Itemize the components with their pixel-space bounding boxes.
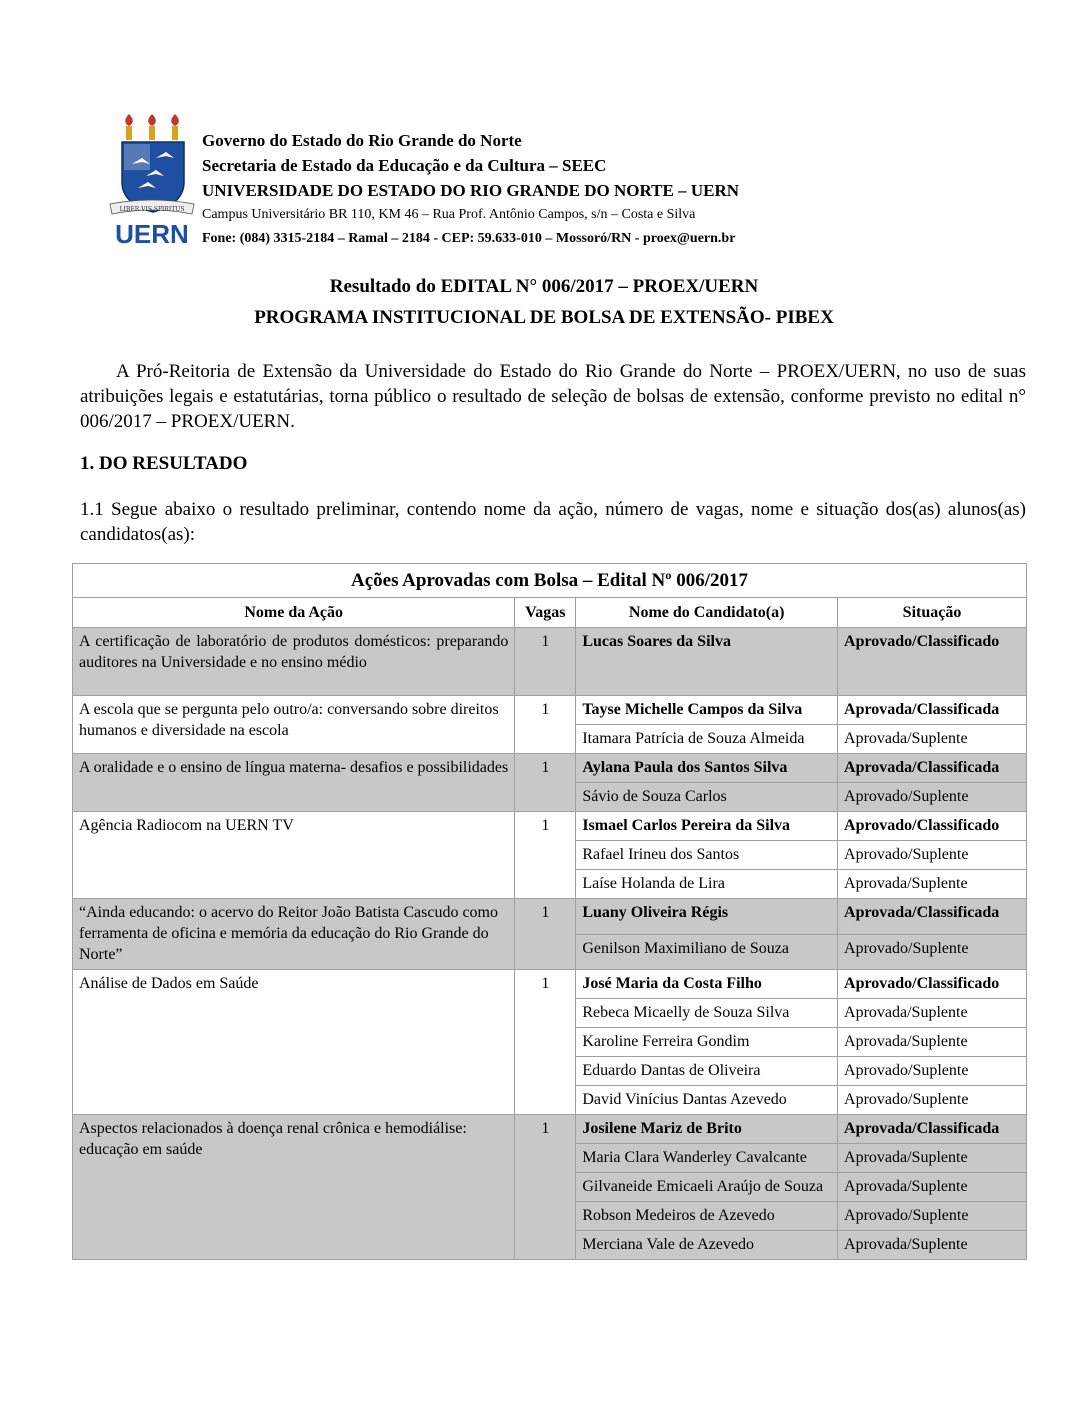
action-name: Agência Radiocom na UERN TV xyxy=(73,812,515,899)
candidate-name: Karoline Ferreira Gondim xyxy=(576,1028,838,1057)
candidate-name: Merciana Vale de Azevedo xyxy=(576,1231,838,1260)
action-name: A escola que se pergunta pelo outro/a: conversando sobre direitos humanos e diversidade na escola xyxy=(73,696,515,754)
header-vagas: Vagas xyxy=(515,598,576,628)
candidate-name: Sávio de Souza Carlos xyxy=(576,783,838,812)
candidate-status: Aprovada/Suplente xyxy=(838,870,1027,899)
candidate-name: Itamara Patrícia de Souza Almeida xyxy=(576,725,838,754)
candidate-name: Rafael Irineu dos Santos xyxy=(576,841,838,870)
candidate-status: Aprovada/Suplente xyxy=(838,1231,1027,1260)
table-row xyxy=(73,812,1027,841)
intro-text: A Pró-Reitoria de Extensão da Universidade do Estado do Rio Grande do Norte – PROEX/UERN, no uso de suas atribuições legais e estatutárias, torna público o resultado de seleção de bolsas de extensão, conforme previsto no edital n° 006/2017 – PROEX/UERN. xyxy=(80,361,1026,432)
table-row xyxy=(73,696,1027,725)
address-line: Campus Universitário BR 110, KM 46 – Rua Prof. Antônio Campos, s/n – Costa e Silva xyxy=(202,207,696,222)
program-title: PROGRAMA INSTITUCIONAL DE BOLSA DE EXTENSÃO- PIBEX xyxy=(254,307,834,328)
candidate-status: Aprovada/Suplente xyxy=(838,999,1027,1028)
action-name: A certificação de laboratório de produtos domésticos: preparando auditores na Universidade e no ensino médio xyxy=(73,628,515,696)
results-table xyxy=(72,563,1027,1260)
university-line: UNIVERSIDADE DO ESTADO DO RIO GRANDE DO NORTE – UERN xyxy=(202,181,740,200)
candidate-status: Aprovado/Suplente xyxy=(838,1086,1027,1115)
candidate-status: Aprovada/Suplente xyxy=(838,1144,1027,1173)
candidate-status: Aprovado/Suplente xyxy=(838,1057,1027,1086)
vagas-count: 1 xyxy=(515,812,576,899)
candidate-name: Luany Oliveira Régis xyxy=(576,899,838,935)
candidate-status: Aprovada/Suplente xyxy=(838,1028,1027,1057)
table-row xyxy=(73,899,1027,935)
document-title: Resultado do EDITAL N° 006/2017 – PROEX/UERN xyxy=(329,276,759,297)
vagas-count: 1 xyxy=(515,1115,576,1260)
letterhead xyxy=(106,112,866,252)
candidate-status: Aprovado/Suplente xyxy=(838,934,1027,970)
candidate-status: Aprovado/Classificado xyxy=(838,812,1027,841)
candidate-status: Aprovada/Suplente xyxy=(838,1173,1027,1202)
candidate-name: Laíse Holanda de Lira xyxy=(576,870,838,899)
logo-motto: LIBER VIS SPIRITUS xyxy=(119,206,185,213)
vagas-count: 1 xyxy=(515,899,576,970)
action-name: A oralidade e o ensino de língua materna- desafios e possibilidades xyxy=(73,754,515,812)
candidate-name: Aylana Paula dos Santos Silva xyxy=(576,754,838,783)
table-row xyxy=(73,970,1027,999)
table-row xyxy=(73,754,1027,783)
header-status: Situação xyxy=(838,598,1027,628)
vagas-count: 1 xyxy=(515,696,576,754)
candidate-status: Aprovada/Classificada xyxy=(838,899,1027,935)
section-heading: 1. DO RESULTADO xyxy=(80,453,248,474)
candidate-name: José Maria da Costa Filho xyxy=(576,970,838,999)
action-name: Aspectos relacionados à doença renal crônica e hemodiálise: educação em saúde xyxy=(73,1115,515,1260)
vagas-count: 1 xyxy=(515,754,576,812)
action-name: “Ainda educando: o acervo do Reitor João Batista Cascudo como ferramenta de oficina e memória da educação do Rio Grande do Norte” xyxy=(73,899,515,970)
header-action: Nome da Ação xyxy=(73,598,515,628)
candidate-name: Gilvaneide Emicaeli Araújo de Souza xyxy=(576,1173,838,1202)
candidate-name: Robson Medeiros de Azevedo xyxy=(576,1202,838,1231)
candidate-name: Josilene Mariz de Brito xyxy=(576,1115,838,1144)
candidate-name: Rebeca Micaelly de Souza Silva xyxy=(576,999,838,1028)
candidate-name: Genilson Maximiliano de Souza xyxy=(576,934,838,970)
candidate-name: Ismael Carlos Pereira da Silva xyxy=(576,812,838,841)
header-candidate: Nome do Candidato(a) xyxy=(576,598,838,628)
candidate-status: Aprovada/Classificada xyxy=(838,754,1027,783)
torch-icon xyxy=(125,114,179,140)
vagas-count: 1 xyxy=(515,970,576,1115)
candidate-status: Aprovado/Suplente xyxy=(838,783,1027,812)
table-row xyxy=(73,628,1027,696)
candidate-status: Aprovado/Classificado xyxy=(838,970,1027,999)
table-body xyxy=(73,628,1027,1260)
action-name: Análise de Dados em Saúde xyxy=(73,970,515,1115)
logo-text: UERN xyxy=(115,219,189,248)
candidate-status: Aprovada/Classificada xyxy=(838,696,1027,725)
candidate-name: Eduardo Dantas de Oliveira xyxy=(576,1057,838,1086)
section-paragraph: 1.1 Segue abaixo o resultado preliminar, contendo nome da ação, número de vagas, nome e situação dos(as) alunos(as) candidatos(as): xyxy=(80,499,1026,545)
candidate-name: David Vinícius Dantas Azevedo xyxy=(576,1086,838,1115)
uern-logo xyxy=(106,112,198,248)
candidate-status: Aprovada/Suplente xyxy=(838,725,1027,754)
gov-line: Governo do Estado do Rio Grande do Norte xyxy=(202,131,522,150)
candidate-name: Maria Clara Wanderley Cavalcante xyxy=(576,1144,838,1173)
table-row xyxy=(73,1115,1027,1144)
candidate-status: Aprovado/Classificado xyxy=(838,628,1027,696)
candidate-status: Aprovada/Classificada xyxy=(838,1115,1027,1144)
intro-paragraph xyxy=(80,359,1026,434)
table-caption: Ações Aprovadas com Bolsa – Edital Nº 006/2017 xyxy=(73,564,1027,598)
candidate-status: Aprovado/Suplente xyxy=(838,1202,1027,1231)
contact-line: Fone: (084) 3315-2184 – Ramal – 2184 - CEP: 59.633-010 – Mossoró/RN - proex@uern.br xyxy=(202,231,736,246)
vagas-count: 1 xyxy=(515,628,576,696)
candidate-name: Lucas Soares da Silva xyxy=(576,628,838,696)
candidate-status: Aprovado/Suplente xyxy=(838,841,1027,870)
secretary-line: Secretaria de Estado da Educação e da Cultura – SEEC xyxy=(202,156,607,175)
candidate-name: Tayse Michelle Campos da Silva xyxy=(576,696,838,725)
